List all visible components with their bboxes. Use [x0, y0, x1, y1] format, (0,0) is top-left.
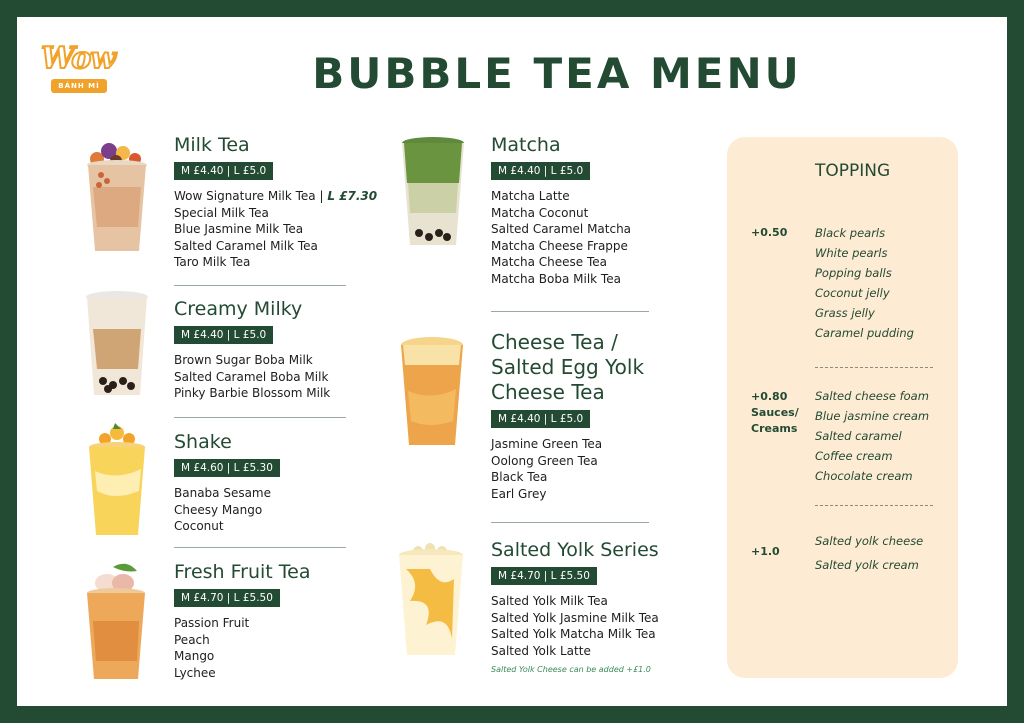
- list-item: Salted Yolk Milk Tea: [491, 594, 608, 608]
- list-item: Earl Grey: [491, 486, 547, 501]
- list-item: Salted caramel: [815, 429, 902, 443]
- cheese-tea-cup-image: [398, 331, 466, 449]
- list-item: Salted Yolk Jasmine Milk Tea: [491, 610, 659, 625]
- list-item: Matcha Cheese Tea: [491, 255, 608, 269]
- section-matcha: [491, 133, 631, 287]
- section-heading: [491, 330, 644, 405]
- item-list: [174, 188, 377, 271]
- item-list: [491, 593, 659, 659]
- list-item: Special Milk Tea: [174, 205, 269, 220]
- section-heading: Creamy Milky: [174, 298, 303, 320]
- section-creamy-milky: [174, 297, 330, 402]
- list-item: Brown Sugar Boba Milk: [174, 353, 313, 367]
- list-item: Coffee cream: [815, 449, 893, 463]
- topping-list: [815, 223, 914, 343]
- creamy-milky-cup-image: [83, 289, 151, 399]
- list-item: Coconut jelly: [815, 286, 890, 300]
- list-item: Salted Yolk Latte: [491, 643, 591, 658]
- list-item: Salted Caramel Milk Tea: [174, 238, 318, 253]
- list-item: Salted Caramel Boba Milk: [174, 369, 329, 384]
- salted-yolk-cup-image: [396, 539, 466, 659]
- list-item: Salted Yolk Matcha Milk Tea: [491, 627, 656, 641]
- section-fresh-fruit-tea: [174, 560, 311, 681]
- divider: [491, 522, 649, 523]
- list-item: Pinky Barbie Blossom Milk: [174, 386, 331, 400]
- dashed-divider: [815, 367, 933, 368]
- logo-word: Wow: [40, 41, 116, 76]
- price-badge: M £4.70 | L £5.50: [491, 567, 597, 585]
- section-heading: Matcha: [491, 134, 561, 156]
- list-item: Matcha Coconut: [491, 205, 589, 220]
- item-list: [174, 485, 280, 535]
- section-shake: [174, 430, 280, 535]
- list-item: Salted yolk cheese: [815, 534, 924, 548]
- matcha-cup-image: [399, 133, 467, 249]
- price-badge: M £4.70 | L £5.50: [174, 589, 280, 607]
- list-item: Salted cheese foam: [815, 389, 929, 403]
- list-item: Coconut: [174, 519, 224, 533]
- section-salted-yolk: [491, 538, 659, 674]
- wow-logo: [37, 39, 119, 101]
- topping-price: +0.80: [751, 390, 788, 403]
- section-heading: Salted Yolk Series: [491, 539, 659, 561]
- section-milk-tea: [174, 133, 377, 271]
- list-item: Jasmine Green Tea: [491, 437, 603, 451]
- price-badge: M £4.40 | L £5.0: [491, 410, 590, 428]
- topping-list: [815, 529, 923, 577]
- heading-line: Cheese Tea: [491, 380, 605, 404]
- list-item: Blue jasmine cream: [815, 409, 930, 423]
- list-item: Chocolate cream: [815, 469, 913, 483]
- price-badge: M £4.40 | L £5.0: [174, 162, 273, 180]
- price-badge: M £4.40 | L £5.0: [491, 162, 590, 180]
- list-item: Matcha Latte: [491, 189, 570, 203]
- list-item: Cheesy Mango: [174, 502, 263, 517]
- topping-group-label: Sauces/ Creams: [751, 406, 799, 435]
- item-list: [174, 615, 311, 681]
- divider: [491, 311, 649, 312]
- list-item: Banaba Sesame: [174, 486, 272, 500]
- list-item: White pearls: [815, 246, 888, 260]
- page-title: BUBBLE TEA MENU: [312, 49, 802, 98]
- list-item: Salted Caramel Matcha: [491, 222, 632, 236]
- section-heading: Fresh Fruit Tea: [174, 561, 311, 583]
- list-item: Matcha Cheese Frappe: [491, 238, 628, 253]
- list-item: Taro Milk Tea: [174, 255, 251, 269]
- topping-title: TOPPING: [815, 161, 891, 181]
- list-item: Wow Signature Milk Tea | L £7.30: [174, 189, 378, 203]
- divider: [174, 285, 346, 286]
- list-item: Grass jelly: [815, 306, 875, 320]
- list-item: Mango: [174, 649, 215, 663]
- fresh-fruit-tea-cup-image: [83, 561, 149, 683]
- menu-page: [17, 17, 1007, 706]
- list-item: Black Tea: [491, 470, 548, 484]
- list-item: Lychee: [174, 665, 216, 680]
- topping-panel: [727, 137, 958, 678]
- heading-line: Cheese Tea /: [491, 330, 618, 354]
- dashed-divider: [815, 505, 933, 506]
- item-list: [174, 352, 330, 402]
- price-badge: M £4.60 | L £5.30: [174, 459, 280, 477]
- list-item: Matcha Boba Milk Tea: [491, 271, 621, 286]
- shake-cup-image: [85, 421, 149, 539]
- topping-list: [815, 386, 929, 486]
- divider: [174, 417, 346, 418]
- price-badge: M £4.40 | L £5.0: [174, 326, 273, 344]
- list-item: Popping balls: [815, 266, 892, 280]
- list-item: Caramel pudding: [815, 326, 914, 340]
- section-cheese-tea: [491, 330, 644, 502]
- topping-price: +0.50: [751, 226, 788, 239]
- list-item: Salted yolk cream: [815, 558, 919, 572]
- salted-yolk-note: Salted Yolk Cheese can be added +£1.0: [491, 665, 651, 674]
- item-list: [491, 436, 644, 502]
- section-heading: Milk Tea: [174, 134, 250, 156]
- heading-line: Salted Egg Yolk: [491, 355, 645, 379]
- list-item: Peach: [174, 632, 210, 647]
- divider: [174, 547, 346, 548]
- list-item: Black pearls: [815, 226, 886, 240]
- list-item: Blue Jasmine Milk Tea: [174, 222, 304, 236]
- logo-ribbon: BÁNH MÌ: [51, 79, 107, 93]
- section-heading: Shake: [174, 431, 232, 453]
- milk-tea-cup-image: [83, 137, 151, 255]
- item-list: [491, 188, 631, 287]
- signature-price: L £7.30: [327, 189, 378, 203]
- topping-price: +1.0: [751, 545, 780, 558]
- list-item: Oolong Green Tea: [491, 453, 598, 468]
- list-item: Passion Fruit: [174, 616, 250, 630]
